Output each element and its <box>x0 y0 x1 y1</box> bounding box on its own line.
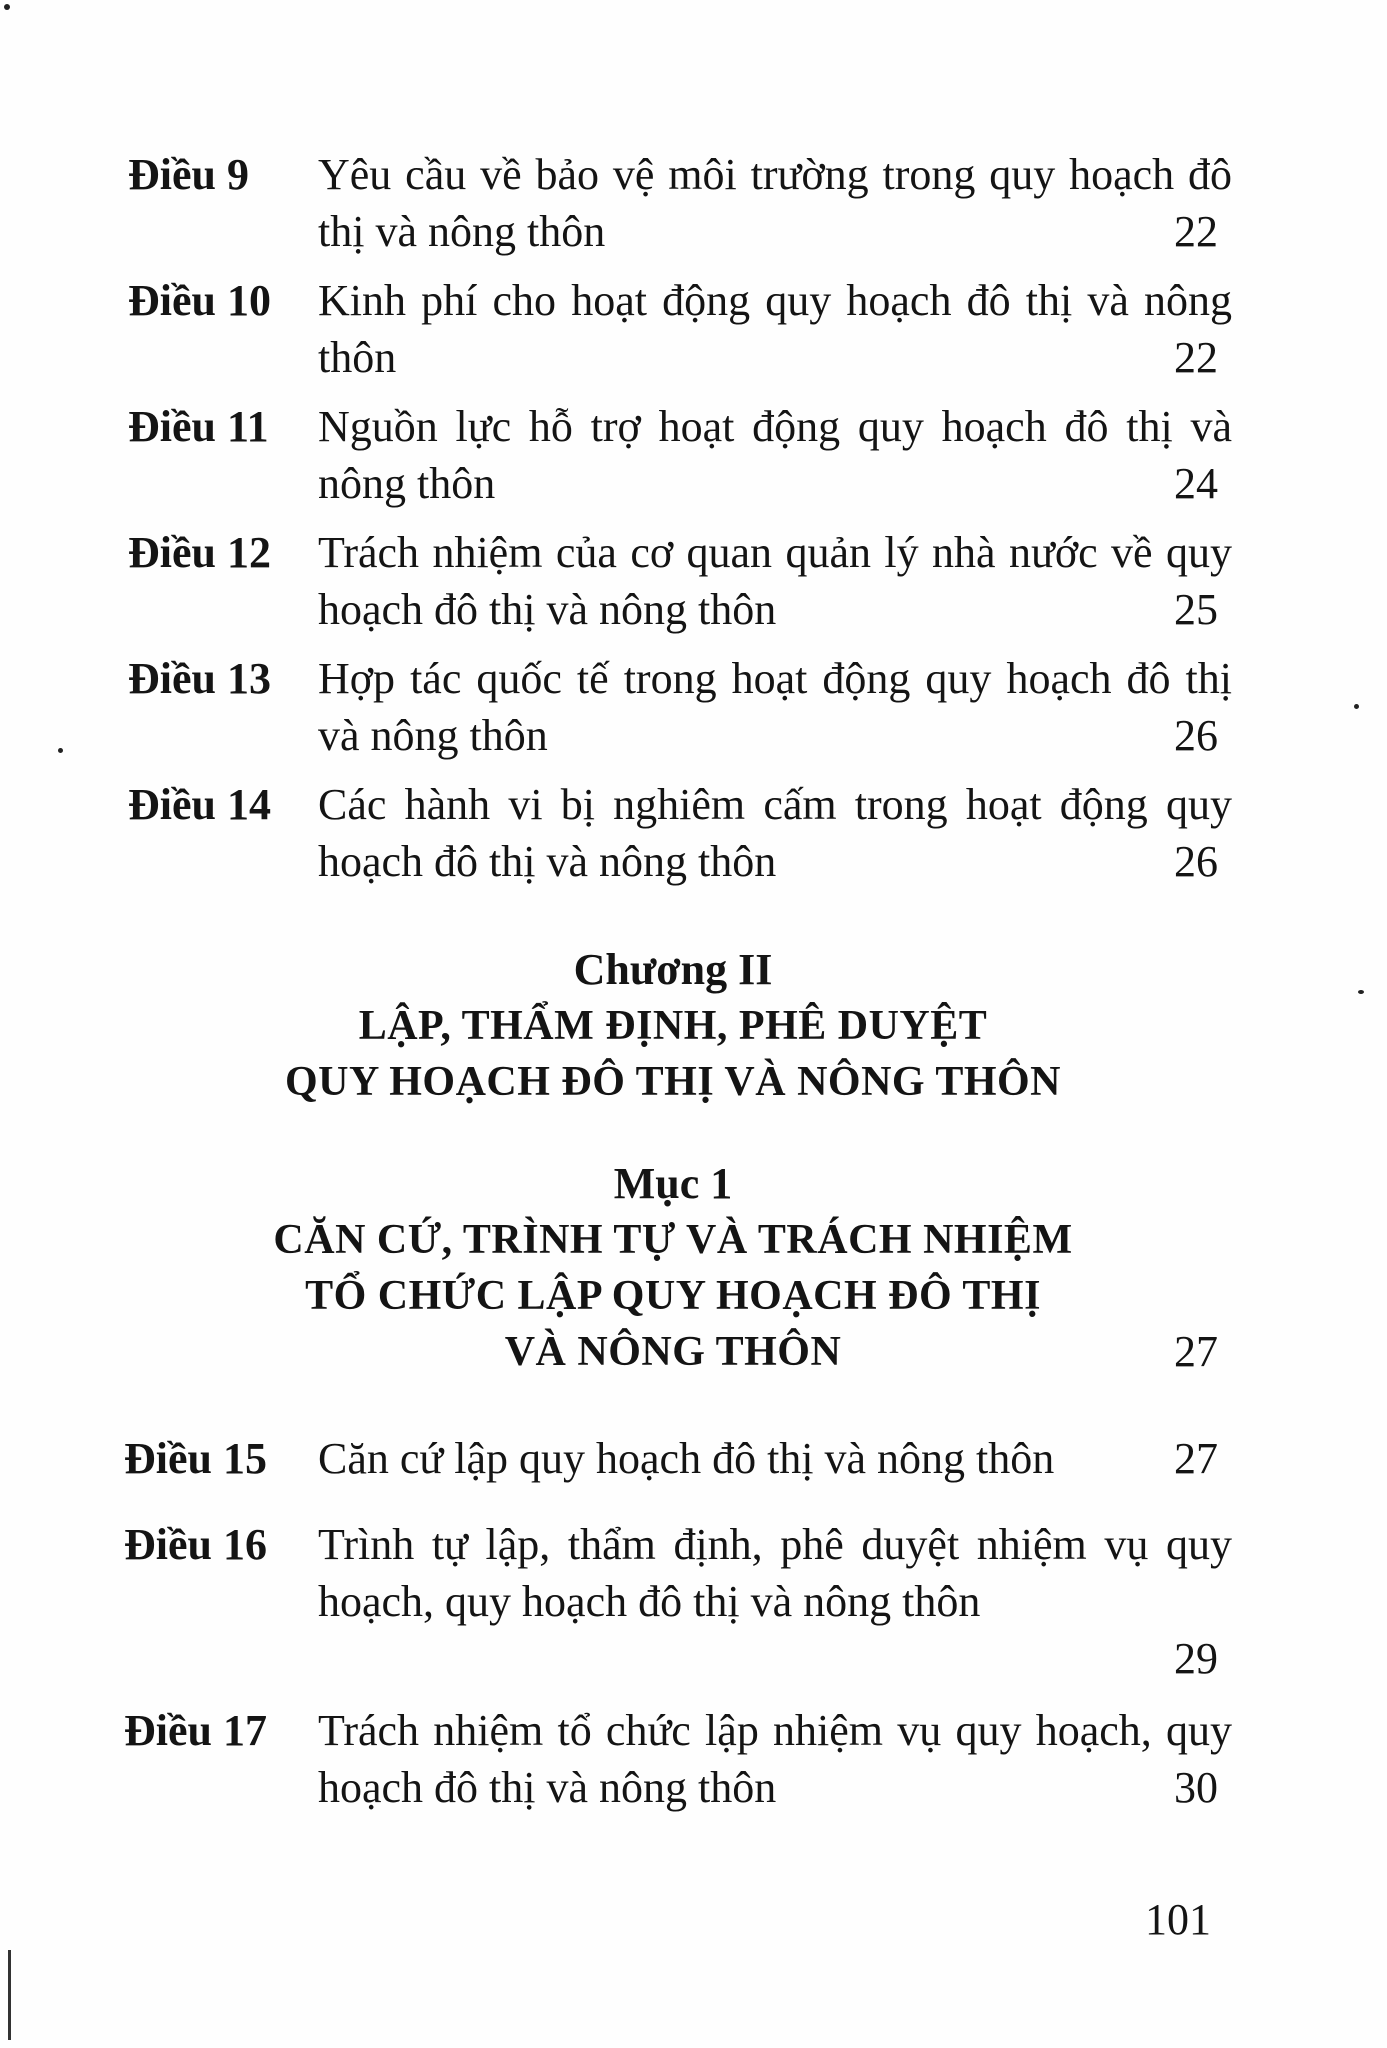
article-title: Nguồn lực hỗ trợ hoạt động quy hoạch đô thị và nông thôn <box>318 402 1232 508</box>
toc-entry-dieu-17 <box>124 1702 1232 1816</box>
page-reference: 24 <box>1174 459 1218 508</box>
scan-speck <box>1358 990 1364 994</box>
article-title: Trình tự lập, thẩm định, phê duyệt nhiệm vụ quy hoạch, quy hoạch đô thị và nông thôn <box>318 1520 1232 1626</box>
toc-entry-dieu-9 <box>128 146 1232 260</box>
scan-speck <box>58 748 63 753</box>
article-number: Điều 16 <box>124 1520 267 1569</box>
toc-entry-dieu-16 <box>124 1516 1232 1687</box>
toc-entry-dieu-11 <box>128 398 1232 512</box>
chapter-title-line-1: LẬP, THẨM ĐỊNH, PHÊ DUYỆT <box>358 1003 988 1049</box>
chapter-title-line-2: QUY HOẠCH ĐÔ THỊ VÀ NÔNG THÔN <box>284 1059 1062 1105</box>
section-title-line-1: CĂN CỨ, TRÌNH TỰ VÀ TRÁCH NHIỆM <box>273 1217 1073 1263</box>
article-number: Điều 12 <box>128 528 271 577</box>
article-title: Trách nhiệm của cơ quan quản lý nhà nước về quy hoạch đô thị và nông thôn <box>318 528 1232 634</box>
page-reference: 27 <box>1174 1434 1218 1483</box>
page-reference: 29 <box>1174 1634 1218 1683</box>
article-title: Các hành vi bị nghiêm cấm trong hoạt động quy hoạch đô thị và nông thôn <box>318 780 1232 886</box>
section-label: Mục 1 <box>613 1159 733 1208</box>
article-number: Điều 13 <box>128 654 271 703</box>
page-number: 101 <box>1145 1895 1211 1944</box>
article-number: Điều 15 <box>124 1434 267 1483</box>
article-number: Điều 17 <box>124 1706 267 1755</box>
page-reference: 25 <box>1174 585 1218 634</box>
page-reference: 30 <box>1174 1763 1218 1812</box>
scan-speck <box>1354 704 1359 709</box>
article-title: Kinh phí cho hoạt động quy hoạch đô thị và nông thôn <box>318 276 1232 382</box>
chapter-heading <box>128 942 1218 1110</box>
article-title: Yêu cầu về bảo vệ môi trường trong quy hoạch đô thị và nông thôn <box>318 150 1232 256</box>
scan-speck <box>4 4 10 10</box>
page-reference: 26 <box>1174 837 1218 886</box>
section-title-line-3: VÀ NÔNG THÔN <box>504 1329 842 1375</box>
page-reference: 22 <box>1174 333 1218 382</box>
toc-entry-dieu-12 <box>128 524 1232 638</box>
article-number: Điều 10 <box>128 276 271 325</box>
section-title-line-2: TỔ CHỨC LẬP QUY HOẠCH ĐÔ THỊ <box>305 1273 1041 1319</box>
section-page-reference: 27 <box>1174 1327 1218 1376</box>
section-heading <box>128 1156 1218 1380</box>
article-title: Căn cứ lập quy hoạch đô thị và nông thôn <box>318 1434 1055 1483</box>
article-number: Điều 14 <box>128 780 271 829</box>
chapter-label: Chương II <box>573 945 773 994</box>
toc-entry-dieu-10 <box>128 272 1232 386</box>
article-title: Trách nhiệm tổ chức lập nhiệm vụ quy hoạch, quy hoạch đô thị và nông thôn <box>318 1706 1232 1812</box>
toc-entry-dieu-15 <box>124 1430 1218 1487</box>
toc-entry-dieu-14 <box>128 776 1232 890</box>
scan-edge-mark <box>8 1950 11 2040</box>
article-number: Điều 9 <box>128 150 249 199</box>
page-reference: 26 <box>1174 711 1218 760</box>
article-title: Hợp tác quốc tế trong hoạt động quy hoạch đô thị và nông thôn <box>318 654 1232 760</box>
page-reference: 22 <box>1174 207 1218 256</box>
article-number: Điều 11 <box>128 402 269 451</box>
toc-entry-dieu-13 <box>128 650 1232 764</box>
